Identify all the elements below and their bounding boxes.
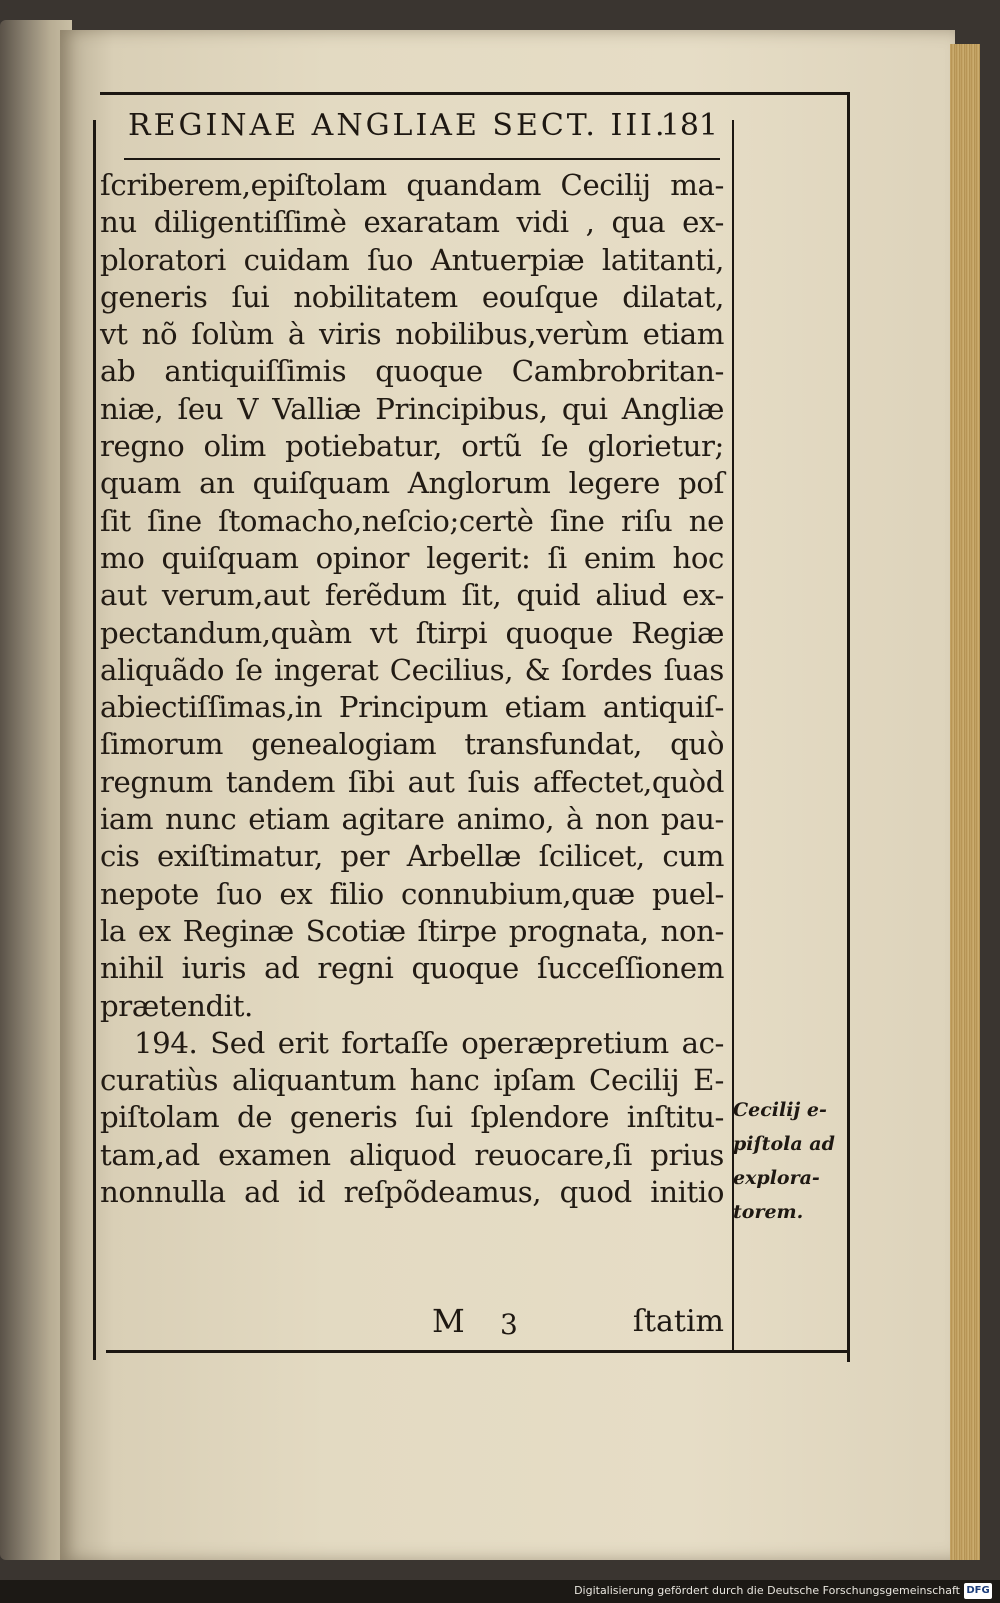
text-line: regno olim potiebatur, ortũ ſe glorietur; [100, 429, 724, 464]
signature-number: 3 [500, 1308, 518, 1341]
funding-credit: Digitalisierung gefördert durch die Deutsche Forschungsgemeinschaft [574, 1584, 960, 1597]
marginal-note-line: torem. [733, 1201, 804, 1223]
catchword: ſtatim [632, 1304, 724, 1339]
text-line: ploratori cuidam ſuo Antuerpiæ latitanti, [100, 242, 724, 277]
text-line: nepote ſuo ex filio connubium,quæ puel- [100, 876, 724, 911]
left-border-rule [93, 120, 96, 1360]
right-border-rule [847, 92, 850, 1362]
page-footer-line [100, 1302, 724, 1342]
text-line: cis exiſtimatur, per Arbellæ ſcilicet, cum [100, 839, 724, 874]
running-title: REGINAE ANGLIAE SECT. III. [128, 108, 668, 143]
text-line: nihil iuris ad regni quoque ſucceſſionem [100, 951, 724, 986]
text-line: abiectiſſimas,in Principum etiam antiquiſ- [100, 690, 724, 725]
text-line: nonnulla ad id reſpõdeamus, quod initio [100, 1175, 724, 1210]
marginal-note [733, 1093, 843, 1229]
text-line: generis ſui nobilitatem eouſque dilatat, [100, 279, 724, 314]
text-line: niæ, ſeu V Valliæ Principibus, qui Angliæ [100, 391, 724, 426]
text-line: aliquãdo ſe ingerat Cecilius, & ſordes ſuas [100, 652, 724, 687]
text-line: aut verum,aut ferẽdum ſit, quid aliud ex- [100, 578, 724, 613]
text-line: ſit ſine ſtomacho,neſcio;certè ſine riſu ne [100, 503, 724, 538]
section-194-first-line: 194. Sed erit fortaſſe operæpretium ac- [134, 1025, 724, 1060]
text-line: mo quiſquam opinor legerit: ſi enim hoc [100, 540, 724, 575]
text-line: vt nõ ſolùm à viris nobilibus,verùm etiam [100, 317, 724, 352]
text-line: curatiùs aliquantum hanc ipſam Cecilij E- [100, 1063, 724, 1098]
top-border-rule [100, 92, 847, 95]
text-line: la ex Reginæ Scotiæ ſtirpe prognata, non- [100, 913, 724, 948]
text-line: iam nunc etiam agitare animo, à non pau- [100, 802, 724, 837]
signature-mark: M [432, 1302, 465, 1340]
marginal-note-line: piſtola ad [733, 1133, 835, 1155]
marginal-note-line: explora- [733, 1167, 820, 1189]
dfg-logo: DFG [964, 1583, 992, 1599]
paragraph-end-line: prætendit. [100, 988, 253, 1023]
text-line: ſcriberem,epiſtolam quandam Cecilij ma- [100, 168, 724, 202]
main-text-block [100, 167, 724, 1211]
bottom-border-rule [106, 1350, 850, 1353]
text-line: pectandum,quàm vt ſtirpi quoque Regiæ [100, 615, 724, 650]
text-line: tam,ad examen aliquod reuocare,ſi prius [100, 1137, 724, 1172]
text-line: nu diligentiſſimè exaratam vidi , qua ex- [100, 205, 724, 240]
text-line: ab antiquiſſimis quoque Cambrobritan- [100, 354, 724, 389]
page-block-edges [950, 44, 980, 1560]
header-underline [124, 158, 720, 160]
text-line: regnum tandem ſibi aut ſuis affectet,quòd [100, 764, 724, 799]
marginal-note-line: Cecilij e- [733, 1099, 827, 1121]
digitization-footer [0, 1580, 1000, 1603]
text-line: ſimorum genealogiam transfundat, quò [100, 727, 724, 762]
text-line: piſtolam de generis ſui ſplendore inſtitu- [100, 1100, 724, 1135]
running-header [100, 108, 720, 150]
text-line: quam an quiſquam Anglorum legere poſ [100, 466, 724, 501]
page-number: 181 [660, 108, 718, 143]
